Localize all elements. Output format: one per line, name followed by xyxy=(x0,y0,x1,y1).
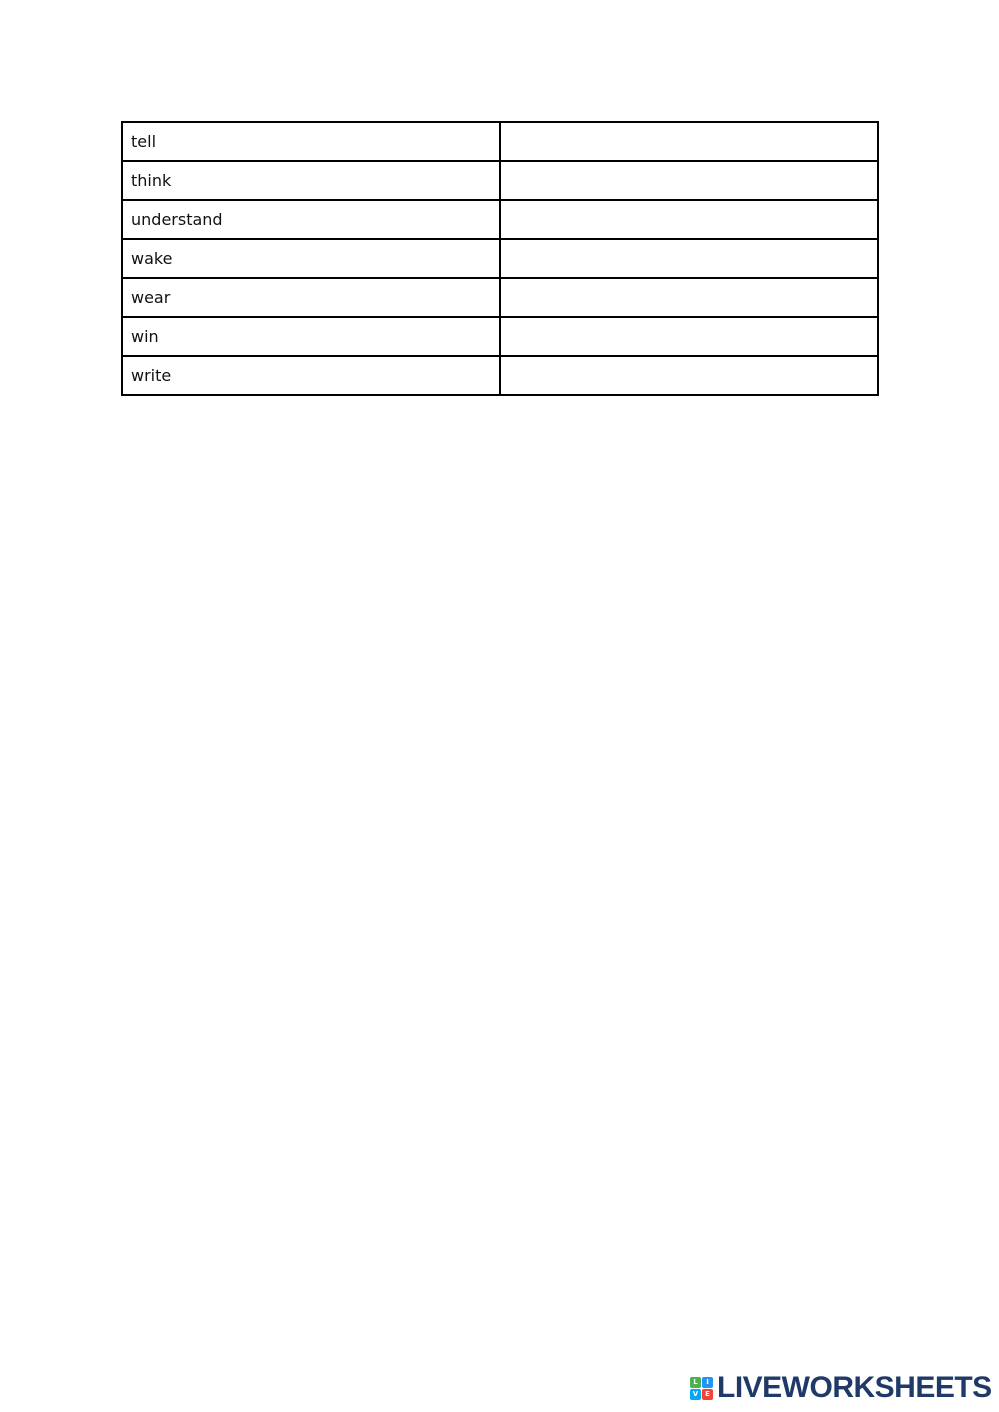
table-row xyxy=(122,356,878,395)
table-row xyxy=(122,239,878,278)
word-cell: wake xyxy=(122,239,500,278)
table-row xyxy=(122,278,878,317)
table-row xyxy=(122,122,878,161)
liveworksheets-logo xyxy=(690,1373,992,1403)
answer-input[interactable] xyxy=(501,201,877,238)
table-row xyxy=(122,200,878,239)
answer-input[interactable] xyxy=(501,162,877,199)
logo-icon-tile: L xyxy=(690,1377,701,1388)
word-cell: understand xyxy=(122,200,500,239)
verb-table xyxy=(121,121,879,396)
word-cell: think xyxy=(122,161,500,200)
word-cell: wear xyxy=(122,278,500,317)
logo-icon-tile: I xyxy=(702,1377,713,1388)
logo-icon xyxy=(690,1377,713,1400)
answer-input[interactable] xyxy=(501,318,877,355)
word-cell: write xyxy=(122,356,500,395)
answer-cell xyxy=(500,278,878,317)
answer-input[interactable] xyxy=(501,240,877,277)
answer-cell xyxy=(500,356,878,395)
answer-cell xyxy=(500,122,878,161)
word-cell: win xyxy=(122,317,500,356)
answer-input[interactable] xyxy=(501,279,877,316)
answer-input[interactable] xyxy=(501,357,877,394)
answer-cell xyxy=(500,317,878,356)
answer-input[interactable] xyxy=(501,123,877,160)
answer-cell xyxy=(500,239,878,278)
word-cell: tell xyxy=(122,122,500,161)
table-row xyxy=(122,317,878,356)
logo-icon-tile: E xyxy=(702,1389,713,1400)
logo-text: LIVEWORKSHEETS xyxy=(717,1371,992,1404)
answer-cell xyxy=(500,200,878,239)
answer-cell xyxy=(500,161,878,200)
logo-icon-tile: V xyxy=(690,1389,701,1400)
table-row xyxy=(122,161,878,200)
